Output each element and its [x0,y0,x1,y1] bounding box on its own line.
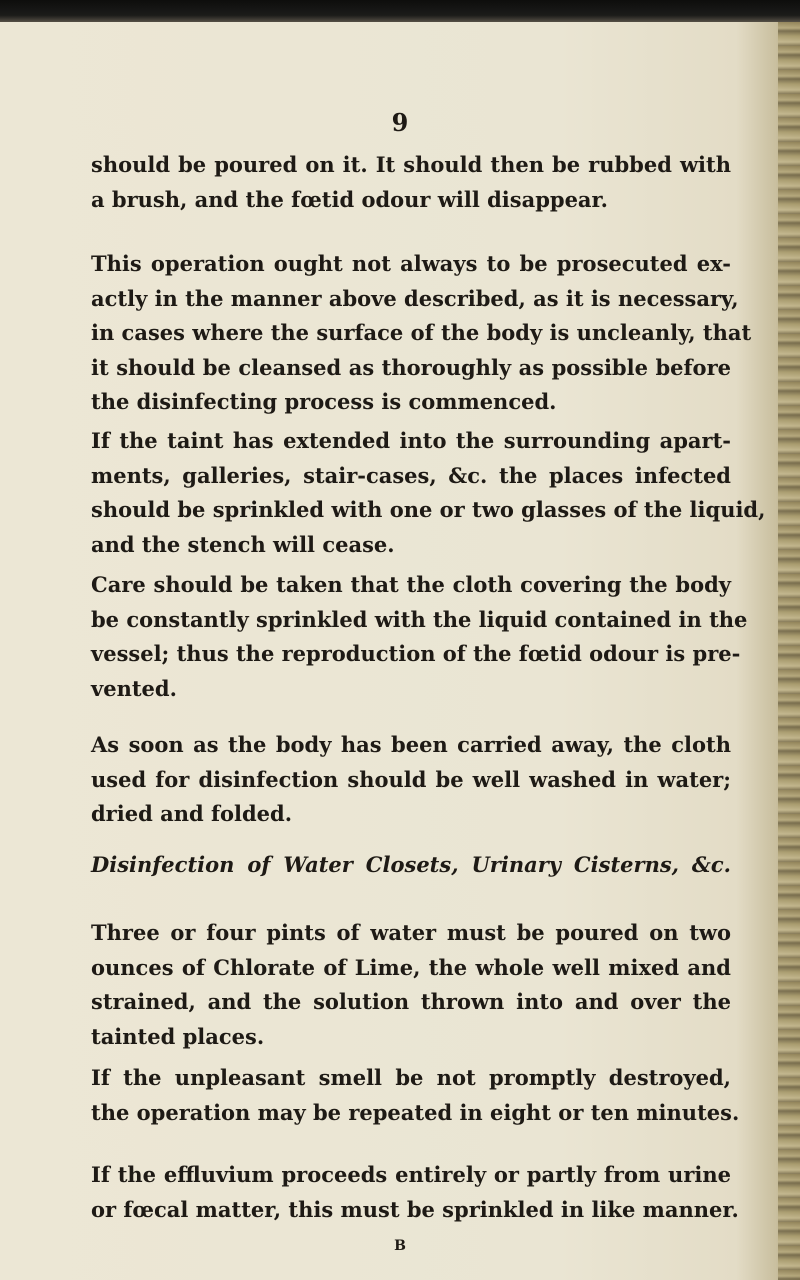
text-line: Care should be taken that the cloth covering the body [91,572,731,597]
paragraph-taint [91,424,766,562]
heading-line: Disinfection of Water Closets, Urinary Cisterns, &c. [91,852,731,877]
paragraph-continuation [91,148,731,217]
page-number: 9 [391,108,409,137]
text-line: vessel; thus the reproduction of the fœtid odour is pre- [91,641,741,666]
text-line: the disinfecting process is commenced. [91,389,557,414]
paragraph-smell [91,1061,740,1130]
text-line: the operation may be repeated in eight or ten minutes. [91,1099,740,1125]
text-line: tainted places. [91,1023,265,1049]
text-line: and the stench will cease. [91,531,395,557]
text-line: If the taint has extended into the surrounding apart- [91,428,731,453]
top-page-edge [0,0,800,22]
text-line: be constantly sprinkled with the liquid contained in the [91,606,748,632]
text-line: in cases where the surface of the body is uncleanly, that [91,320,752,345]
paragraph-removal [91,728,731,832]
text-line: vented. [91,675,177,701]
text-line: or fœcal matter, this must be sprinkled in like manner. [91,1196,739,1222]
paragraph-effluvium [91,1158,739,1227]
signature-mark: B [394,1238,406,1254]
text-line: should be poured on it. It should then be rubbed with [91,152,731,177]
text-line: ounces of Chlorate of Lime, the whole well mixed and [91,954,731,980]
text-line: should be sprinkled with one or two glasses of the liquid, [91,497,766,522]
text-line: used for disinfection should be well washed in water; [91,766,731,792]
text-line: actly in the manner above described, as it is necessary, [91,285,739,311]
text-line: Three or four pints of water must be poured on two [91,920,731,945]
text-line: This operation ought not always to be prosecuted ex- [91,251,731,276]
text-line: dried and folded. [91,801,293,826]
text-line: ments, galleries, stair-cases, &c. the places infected [91,462,731,488]
paragraph-cloth [91,568,748,706]
section-heading [91,848,731,883]
paragraph-pints [91,916,731,1054]
text-line: If the unpleasant smell be not promptly destroyed, [91,1065,731,1090]
text-line: it should be cleansed as thoroughly as possible before [91,354,731,380]
text-line: If the effluvium proceeds entirely or partly from urine [91,1162,731,1187]
text-line: a brush, and the fœtid odour will disappear. [91,186,608,212]
paragraph-operation [91,247,752,420]
text-line: As soon as the body has been carried away, the cloth [91,732,731,757]
text-line: strained, and the solution thrown into and over the [91,989,731,1014]
binding-edge [778,22,800,1280]
